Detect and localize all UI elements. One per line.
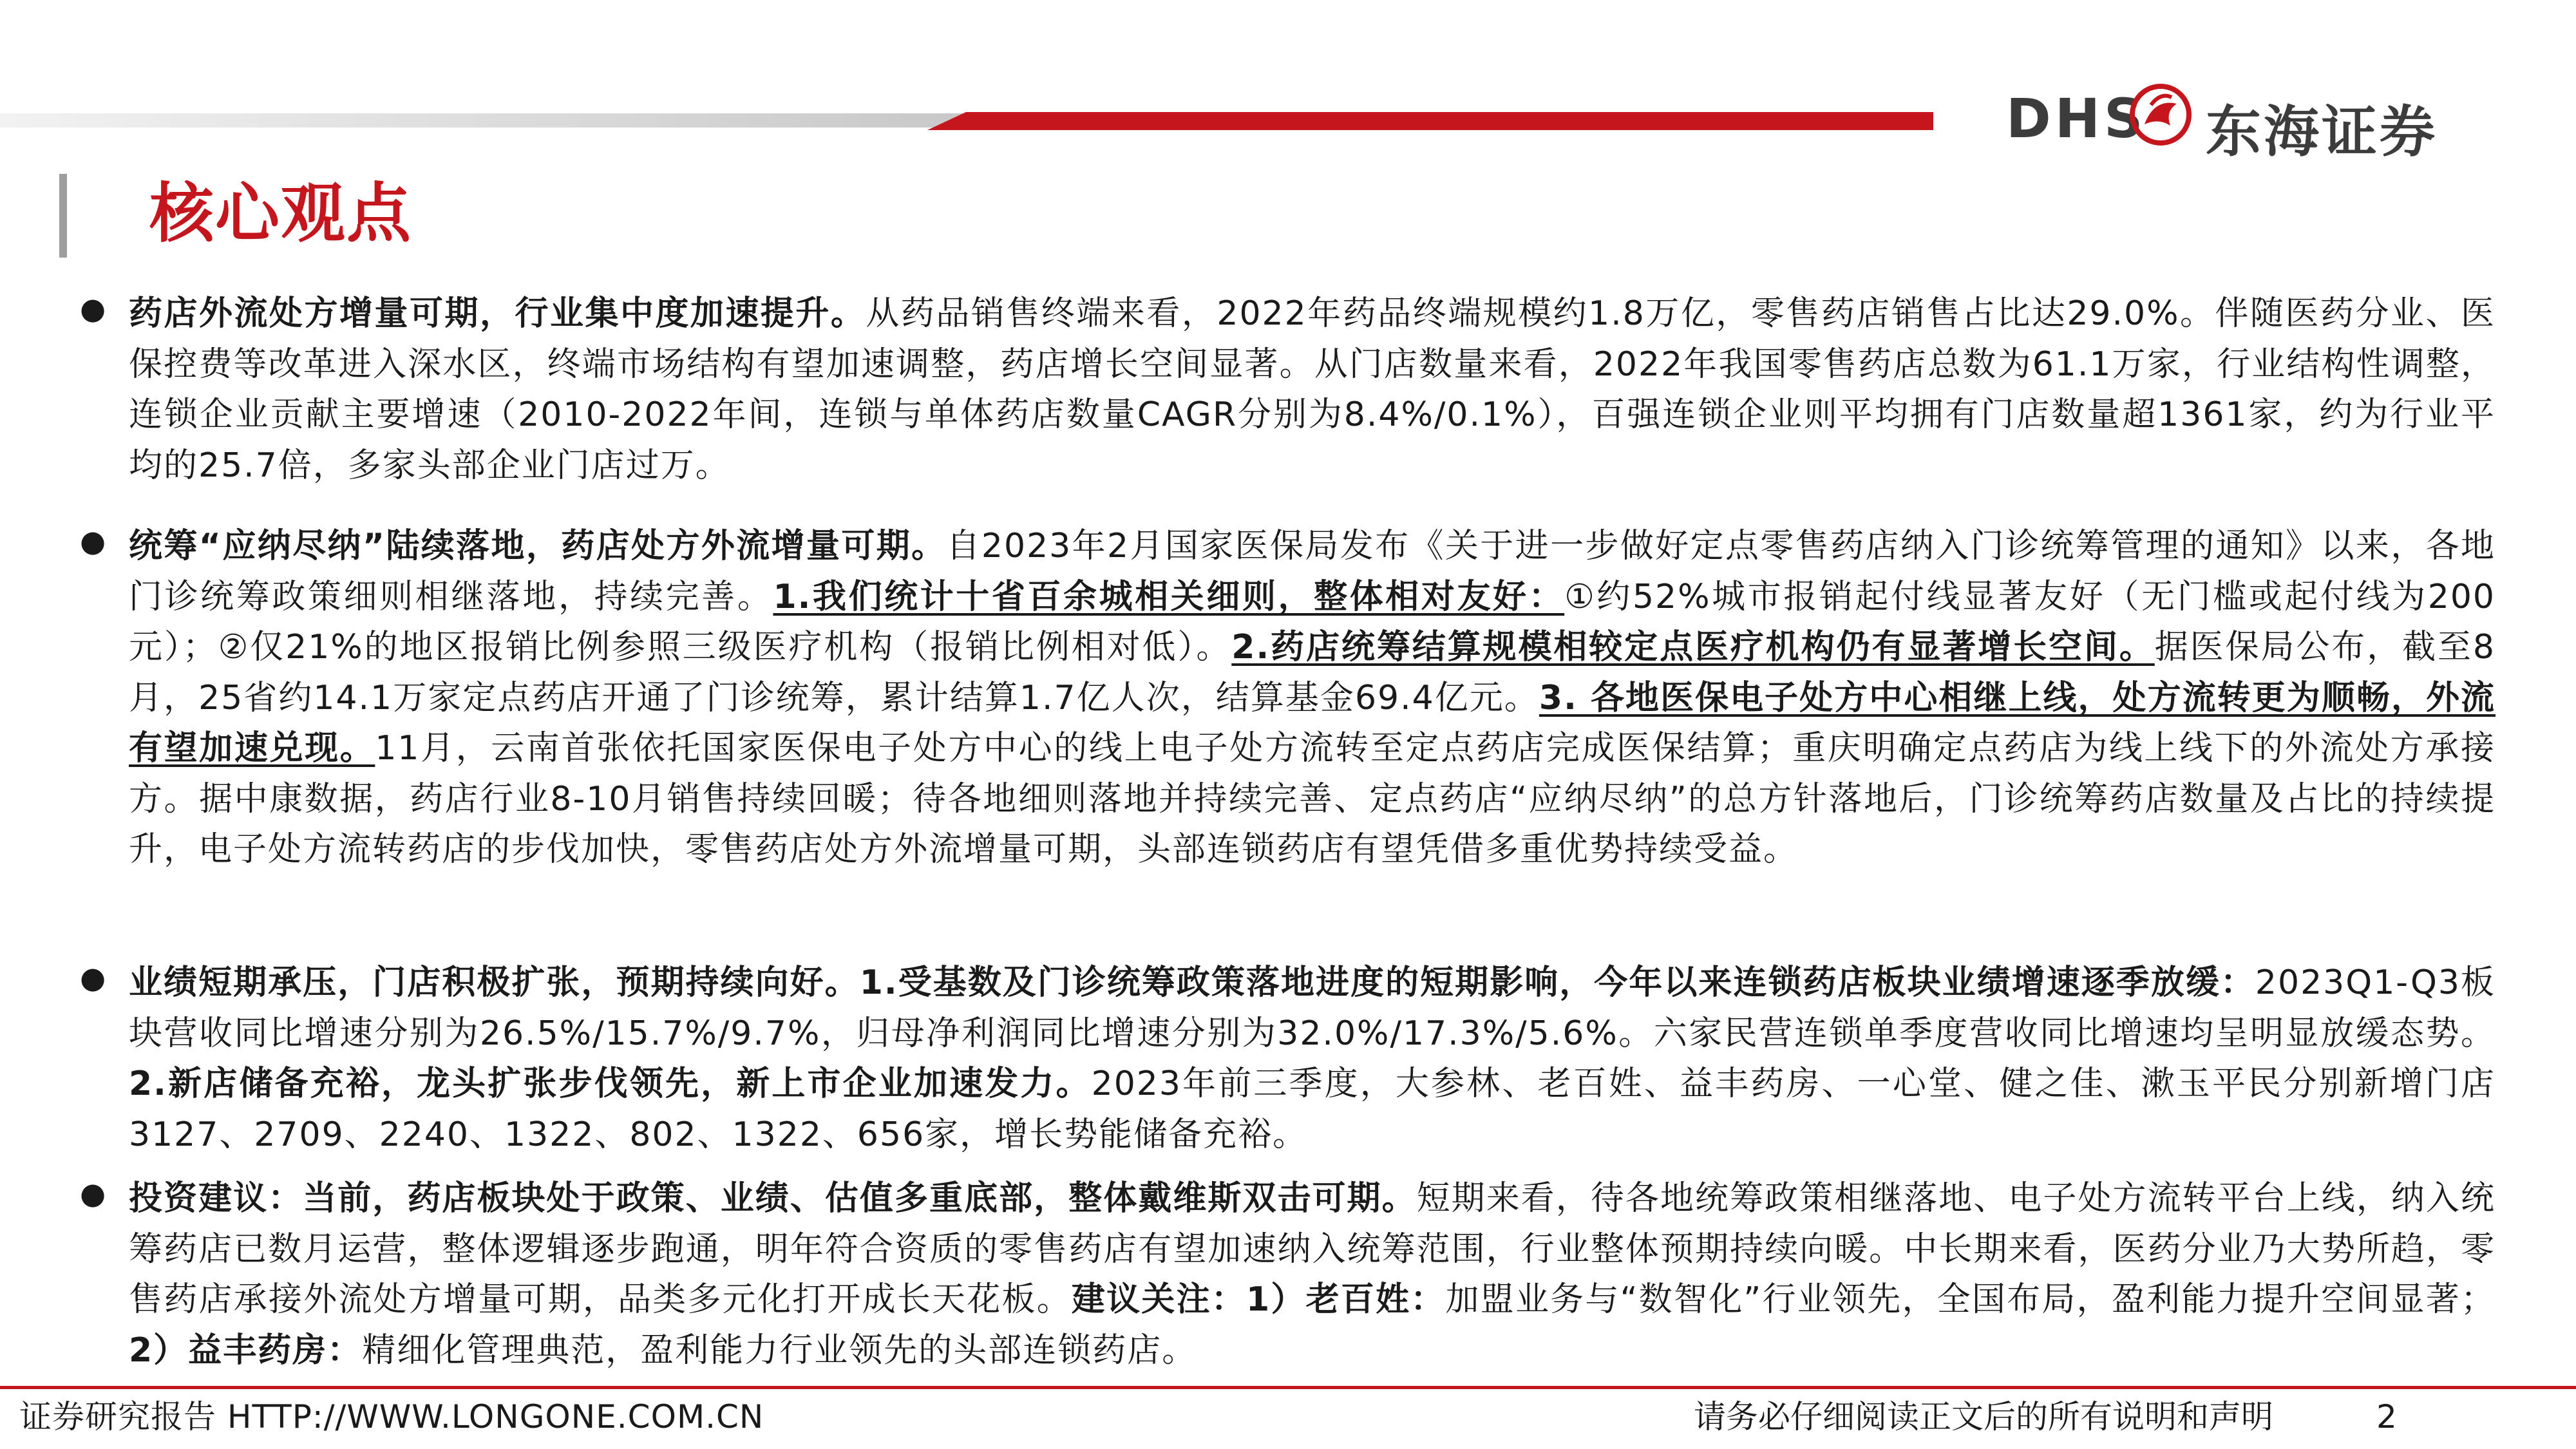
bullet-2-text-4: 11月，云南首张依托国家医保电子处方中心的线上电子处方流转至定点药店完成医保结算；重庆明确定点药店为线上线下的外流处方承接方。据中康数据，药店行业8-10月销售持续回暖；待各地细则落地并持续完善、定点药店“应纳尽纳”的总方针落地后，门诊统筹药店数量及占比的持续提升，电子处方流转药店的步伐加快，零售药店处方外流增量可期，头部连锁药店有望凭借多重优势持续受益。	[129, 729, 2496, 869]
bullet-3-text-2: 2023年前三季度，大参林、老百姓、益丰药房、一心堂、健之佳、漱玉平民分别新增门店3127、2709、2240、1322、802、1322、656家，增长势能储备充裕。	[129, 1065, 2496, 1154]
bullet-paragraph-4	[129, 1173, 2496, 1376]
bullet-marker: ●	[80, 291, 106, 326]
bullet-3-text-1: 2023Q1-Q3板块营收同比增速分别为26.5%/15.7%/9.7%，归母净利润同比增速分别为32.0%/17.3%/5.6%。六家民营连锁单季度营收同比增速均呈明显放缓态势。	[129, 963, 2496, 1053]
bullet-2-text-1: 自2023年2月国家医保局发布《关于进一步做好定点零售药店纳入门诊统筹管理的通知》以来，各地门诊统筹政策细则相继落地，持续完善。	[129, 527, 2496, 616]
logo-chinese-text: 东海证券	[2206, 100, 2438, 164]
bullet-4-lead: 投资建议：当前，药店板块处于政策、业绩、估值多重底部，整体戴维斯双击可期。	[129, 1179, 1417, 1218]
bullet-2-highlight-3: 3. 各地医保电子处方中心相继上线，处方流转更为顺畅，外流有望加速兑现。	[129, 678, 2496, 768]
bullet-2-highlight-2: 2.药店统筹结算规模相较定点医疗机构仍有显著增长空间。	[1231, 628, 2155, 667]
bullet-paragraph-2	[129, 521, 2496, 875]
bullet-3-bold-1: 1.受基数及门诊统筹政策落地进度的短期影响，今年以来连锁药店板块业绩增速逐季放缓：	[859, 963, 2255, 1002]
header-gray-band	[0, 113, 966, 128]
company-logo	[1990, 74, 2557, 164]
page-number: 2	[2376, 1398, 2397, 1435]
bullet-1-text: 从药品销售终端来看，2022年药品终端规模约1.8万亿，零售药店销售占比达29.0%。伴随医药分业、医保控费等改革进入深水区，终端市场结构有望加速调整，药店增长空间显著。从门店数量来看，2022年我国零售药店总数为61.1万家，行业结构性调整，连锁企业贡献主要增速（2010-2022年间，连锁与单体药店数量CAGR分别为8.4%/0.1%），百强连锁企业则平均拥有门店数量超1361家，约为行业平均的25.7倍，多家头部企业门店过万。	[129, 294, 2496, 485]
bullet-marker: ●	[80, 1176, 106, 1211]
footer-divider	[0, 1386, 2576, 1389]
bullet-4-bold-2: 2）益丰药房：	[129, 1331, 363, 1370]
bullet-2-highlight-1: 1.我们统计十省百余城相关细则，整体相对友好：	[773, 577, 1565, 616]
bullet-4-text-3: 精细化管理典范，盈利能力行业领先的头部连锁药店。	[362, 1331, 1197, 1370]
dragon-emblem-icon	[2125, 79, 2196, 150]
footer-disclaimer: 请务必仔细阅读正文后的所有说明和声明	[1694, 1398, 2273, 1435]
bullet-4-text-2: 加盟业务与“数智化”行业领先，全国布局，盈利能力提升空间显著；	[1445, 1280, 2496, 1319]
bullet-2-lead: 统筹“应纳尽纳”陆续落地，药店处方外流增量可期。	[129, 527, 947, 565]
bullet-4-text-1: 短期来看，待各地统筹政策相继落地、电子处方流转平台上线，纳入统筹药店已数月运营，整体逻辑逐步跑通，明年符合资质的零售药店有望加速纳入统筹范围，行业整体预期持续向暖。中长期来看，医药分业乃大势所趋，零售药店承接外流处方增量可期，品类多元化打开成长天花板。	[129, 1179, 2496, 1319]
bullet-paragraph-3	[129, 958, 2496, 1160]
bullet-marker: ●	[80, 960, 106, 995]
title-accent-bar	[59, 174, 67, 258]
bullet-3-bold-2: 2.新店储备充裕，龙头扩张步伐领先，新上市企业加速发力。	[129, 1065, 1092, 1103]
bullet-4-bold-1: 建议关注：1）老百姓：	[1071, 1280, 1446, 1319]
header-red-band	[927, 112, 1933, 130]
bullet-2-text-3: 据医保局公布，截至8月，25省约14.1万家定点药店开通了门诊统筹，累计结算1.7亿人次，结算基金69.4亿元。	[129, 628, 2496, 717]
bullet-paragraph-1	[129, 289, 2496, 491]
footer-website-link[interactable]: 证券研究报告 HTTP://WWW.LONGONE.COM.CN	[19, 1398, 764, 1435]
bullet-marker: ●	[80, 524, 106, 558]
bullet-1-lead: 药店外流处方增量可期，行业集中度加速提升。	[129, 294, 866, 333]
bullet-2-text-2: ①约52%城市报销起付线显著友好（无门槛或起付线为200元）；②仅21%的地区报销比例参照三级医疗机构（报销比例相对低）。	[129, 577, 2496, 667]
bullet-3-lead: 业绩短期承压，门店积极扩张，预期持续向好。	[129, 963, 860, 1002]
logo-latin-text: DHS	[2006, 87, 2147, 150]
page-title: 核心观点	[149, 176, 412, 251]
